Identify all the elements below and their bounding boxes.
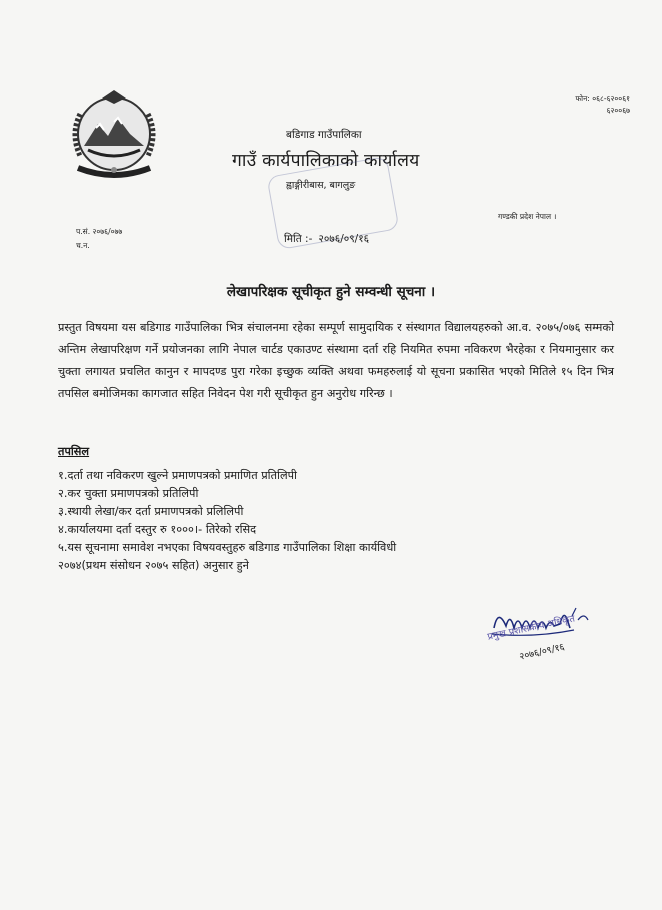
dispatch-number: च.न.	[76, 241, 90, 250]
list-item: २०७४(प्रथम संसोधन २०७५ सहित) अनुसार हुने	[58, 559, 249, 572]
date-value: २०७६/०९/१६	[318, 233, 370, 245]
list-item: ४.कार्यालयमा दर्ता दस्तुर रु १०००।- तिरेको रसिद	[58, 523, 257, 536]
list-item: ५.यस सूचनामा समावेश नभएका विषयवस्तुहरु बडिगाड गाउँपालिका शिक्षा कार्यविधी	[58, 541, 397, 554]
signatory-role-stamp: प्रमुख प्रशासकीय अधिकृत	[486, 613, 576, 643]
phone-numbers	[520, 93, 630, 117]
province-label: गण्डकी प्रदेश नेपाल ।	[498, 212, 557, 221]
office-location: ह्वाङ्गीरीबास, बागलुङ	[286, 180, 356, 191]
requirements-list	[58, 467, 614, 575]
notice-paragraph: प्रस्तुत विषयमा यस बडिगाड गाउँपालिका भित्र संचालनमा रहेका सम्पूर्ण सामुदायिक र संस्थागत विद्यालयहरुको आ.व. २०७५/०७६ सम्मको अन्तिम लेखापरिक्षण गर्ने प्रयोजनका लागि नेपाल चार्टड एकाउण्ट संस्थामा दर्ता रहि नियमित रुपमा नविकरण भैरहेका र नियमानुसार कर चुक्ता लगायत प्रचलित कानुन र मापदण्ड पुरा गरेका इच्छुक व्यक्ति अथवा फमहरुलाई यो सूचना प्रकासित भएको मितिले १५ दिन भित्र तपसिल बमोजिमका कागजात सहित निवेदन पेश गरी सूचीकृत हुन अनुरोध गरिन्छ ।	[58, 321, 614, 400]
section-heading: तपसिल	[58, 445, 90, 458]
letter-date	[284, 232, 369, 246]
phone-line-2: ६२००६७	[606, 106, 630, 115]
reference-block	[76, 225, 122, 253]
signature-date: २०७६/०९/१६	[518, 641, 566, 663]
phone-line-1: फोन: ०६८-६२००६१	[575, 94, 630, 103]
fiscal-year-ref: प.सं. २०७६/०७७	[76, 227, 123, 236]
office-subtitle: बडिगाड गाउँपालिका	[286, 129, 362, 141]
list-item: १.दर्ता तथा नविकरण खुल्ने प्रमाणपत्रको प्रमाणित प्रतिलिपी	[58, 469, 297, 482]
office-title: गाउँ कार्यपालिकाको कार्यालय	[232, 151, 420, 171]
date-label: मिति :-	[284, 233, 313, 245]
list-item: २.कर चुक्ता प्रमाणपत्रको प्रतिलिपी	[58, 487, 199, 500]
list-item: ३.स्थायी लेखा/कर दर्ता प्रमाणपत्रको प्रलिलिपी	[58, 505, 244, 518]
nepal-emblem-icon	[58, 84, 170, 184]
notice-title: लेखापरिक्षक सूचीकृत हुने सम्वन्धी सूचना ।	[226, 284, 436, 300]
